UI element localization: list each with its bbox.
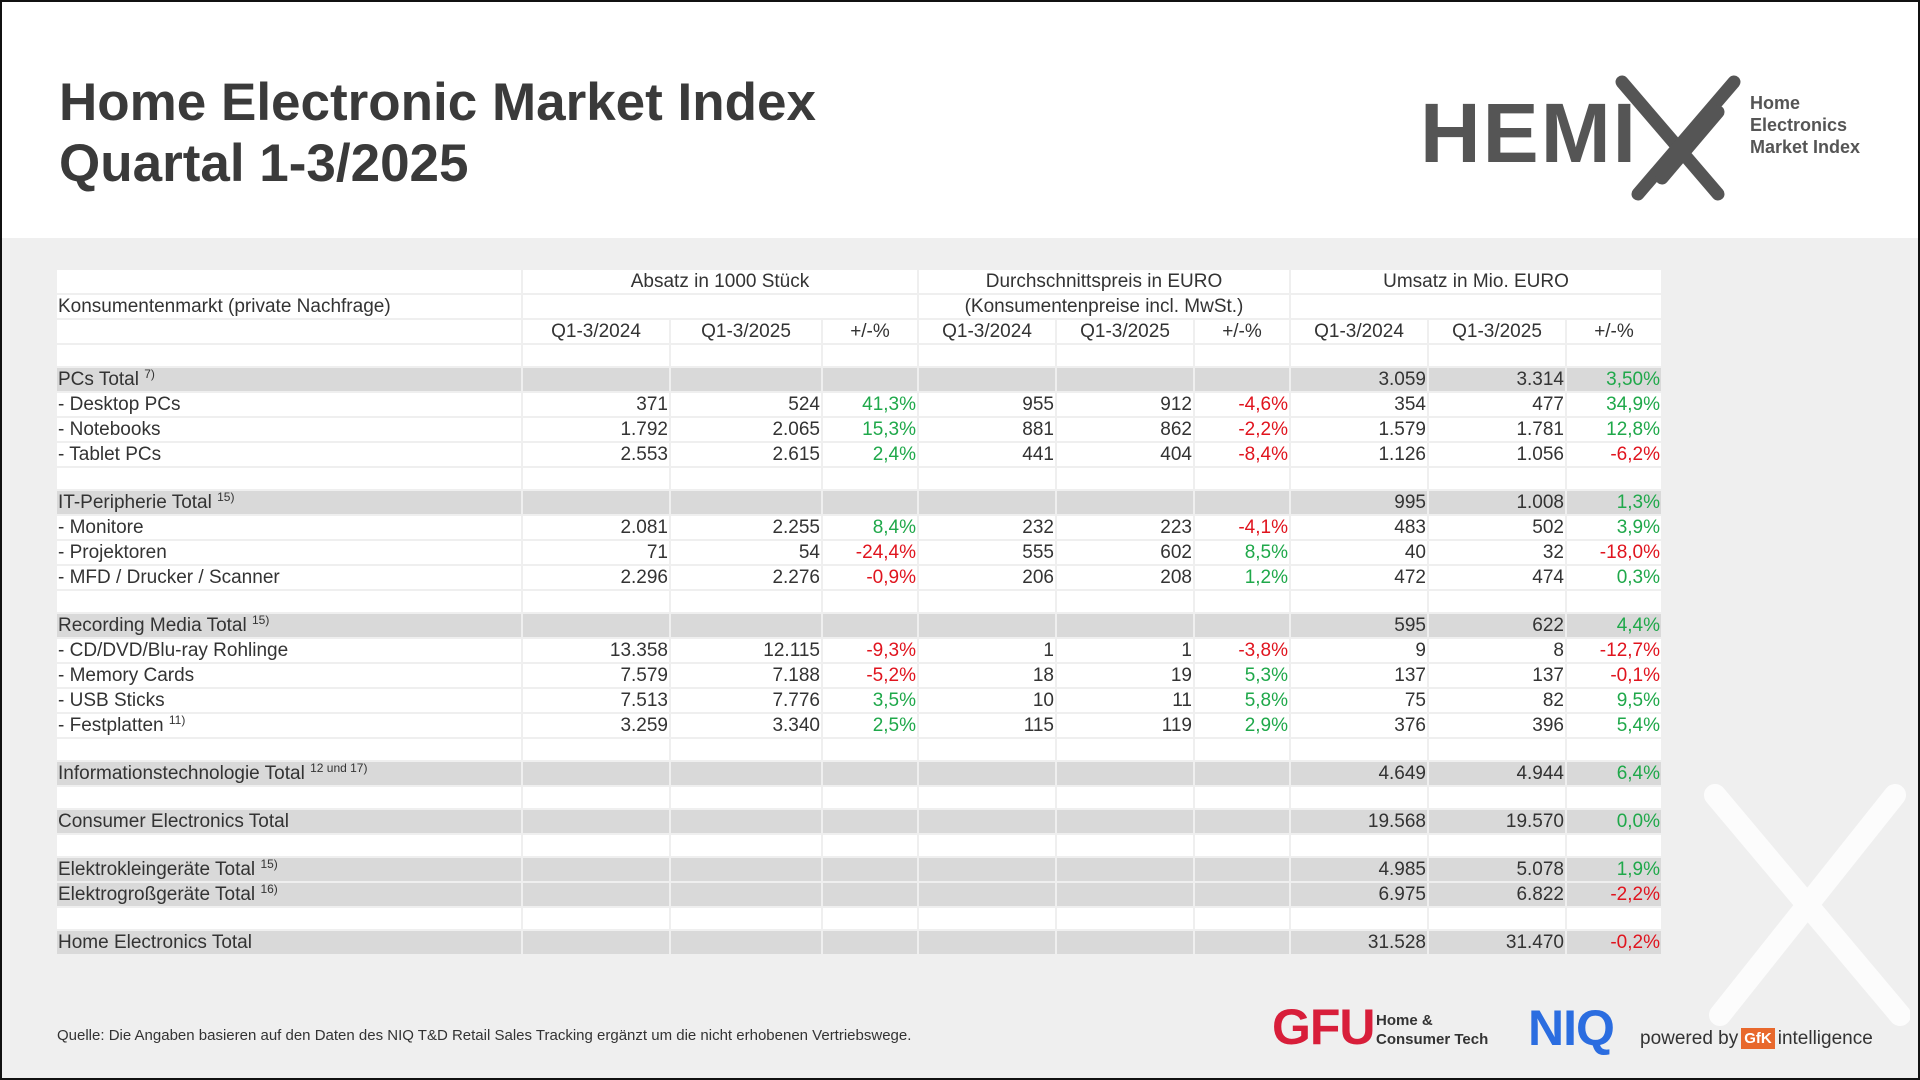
change-cell xyxy=(823,810,917,833)
gfu-logo-word: GFU xyxy=(1272,999,1375,1055)
change-cell: 3,5% xyxy=(823,689,917,712)
value-cell: 232 xyxy=(919,516,1055,539)
footnote-ref: 15) xyxy=(251,613,270,627)
value-cell: 354 xyxy=(1291,393,1427,416)
change-cell xyxy=(823,368,917,391)
value-cell xyxy=(1057,858,1193,881)
row-label-text: - Tablet PCs xyxy=(58,444,162,465)
value-cell xyxy=(1057,931,1193,954)
value-cell xyxy=(671,810,821,833)
value-cell xyxy=(919,858,1055,881)
group-header-row-1 xyxy=(57,270,1661,293)
value-cell xyxy=(671,368,821,391)
group-header-row-2 xyxy=(57,295,1661,318)
preis-header: Durchschnittspreis in EURO xyxy=(919,270,1289,293)
spacer-row xyxy=(57,345,1661,366)
spacer-row xyxy=(57,591,1661,612)
row-label xyxy=(57,689,521,712)
change-cell: -9,3% xyxy=(823,639,917,662)
row-label-text: - Monitore xyxy=(58,517,144,538)
row-label-text: Informationstechnologie Total xyxy=(58,763,305,784)
change-cell xyxy=(823,883,917,906)
row-label-text: - Notebooks xyxy=(58,419,161,440)
value-cell: 82 xyxy=(1429,689,1565,712)
change-cell: -4,6% xyxy=(1195,393,1289,416)
value-cell: 524 xyxy=(671,393,821,416)
powered-by-text: powered by xyxy=(1640,1028,1739,1049)
table-row xyxy=(57,443,1661,466)
change-cell: 9,5% xyxy=(1567,689,1661,712)
value-cell xyxy=(919,883,1055,906)
value-cell: 995 xyxy=(1291,491,1427,514)
value-cell: 881 xyxy=(919,418,1055,441)
logo-sub-line-2: Electronics xyxy=(1750,115,1848,135)
niq-logo: NIQ xyxy=(1528,1000,1614,1056)
value-cell: 555 xyxy=(919,541,1055,564)
change-cell: -4,1% xyxy=(1195,516,1289,539)
total-row xyxy=(57,810,1661,833)
total-row xyxy=(57,491,1661,514)
row-label-text: - Memory Cards xyxy=(58,665,195,686)
change-cell xyxy=(1195,931,1289,954)
change-cell: 0,3% xyxy=(1567,566,1661,589)
row-label xyxy=(57,516,521,539)
value-cell: 2.276 xyxy=(671,566,821,589)
row-label-text: PCs Total xyxy=(58,369,139,390)
col-header: +/-% xyxy=(823,320,917,343)
value-cell xyxy=(919,810,1055,833)
col-header: Q1-3/2024 xyxy=(1291,320,1427,343)
intelligence-text: intelligence xyxy=(1777,1028,1873,1049)
hemi-logo-word: HEMI xyxy=(1420,86,1638,180)
value-cell: 1 xyxy=(919,639,1055,662)
value-cell: 31.528 xyxy=(1291,931,1427,954)
change-cell: -24,4% xyxy=(823,541,917,564)
value-cell: 474 xyxy=(1429,566,1565,589)
value-cell: 2.553 xyxy=(523,443,669,466)
change-cell xyxy=(1195,883,1289,906)
change-cell: 1,9% xyxy=(1567,858,1661,881)
footnote-ref: 15) xyxy=(217,490,235,504)
logo-sub-line-3: Market Index xyxy=(1750,137,1861,157)
value-cell xyxy=(1057,614,1193,637)
market-header: Konsumentenmarkt (private Nachfrage) xyxy=(57,295,521,318)
change-cell: 12,8% xyxy=(1567,418,1661,441)
value-cell: 4.649 xyxy=(1291,762,1427,785)
column-header-row xyxy=(57,320,1661,343)
value-cell xyxy=(671,614,821,637)
col-header: Q1-3/2025 xyxy=(671,320,821,343)
umsatz-header: Umsatz in Mio. EURO xyxy=(1291,270,1661,293)
change-cell: 2,9% xyxy=(1195,714,1289,737)
value-cell xyxy=(1057,762,1193,785)
value-cell xyxy=(671,491,821,514)
row-label xyxy=(57,639,521,662)
col-header: Q1-3/2025 xyxy=(1057,320,1193,343)
value-cell xyxy=(523,614,669,637)
table-row xyxy=(57,689,1661,712)
total-row xyxy=(57,614,1661,637)
value-cell xyxy=(1057,883,1193,906)
value-cell: 8 xyxy=(1429,639,1565,662)
change-cell: 34,9% xyxy=(1567,393,1661,416)
change-cell: -2,2% xyxy=(1195,418,1289,441)
market-index-table xyxy=(55,268,1663,956)
row-label xyxy=(57,566,521,589)
hemi-logo-subtitle xyxy=(1750,92,1860,158)
total-row xyxy=(57,931,1661,954)
value-cell: 7.776 xyxy=(671,689,821,712)
change-cell: 4,4% xyxy=(1567,614,1661,637)
value-cell: 1.781 xyxy=(1429,418,1565,441)
row-label-text: - USB Sticks xyxy=(58,690,165,711)
change-cell: -0,2% xyxy=(1567,931,1661,954)
value-cell xyxy=(671,762,821,785)
table-row xyxy=(57,393,1661,416)
change-cell: -0,1% xyxy=(1567,664,1661,687)
value-cell: 1.008 xyxy=(1429,491,1565,514)
value-cell xyxy=(523,368,669,391)
gfu-logo-subtitle xyxy=(1376,1011,1488,1049)
value-cell: 396 xyxy=(1429,714,1565,737)
change-cell: -3,8% xyxy=(1195,639,1289,662)
value-cell xyxy=(919,614,1055,637)
row-label xyxy=(57,762,521,785)
value-cell: 862 xyxy=(1057,418,1193,441)
value-cell xyxy=(671,931,821,954)
change-cell: 5,8% xyxy=(1195,689,1289,712)
value-cell xyxy=(1057,368,1193,391)
value-cell: 4.944 xyxy=(1429,762,1565,785)
spacer-row xyxy=(57,787,1661,808)
change-cell: -8,4% xyxy=(1195,443,1289,466)
row-label xyxy=(57,883,521,906)
value-cell: 3.259 xyxy=(523,714,669,737)
value-cell: 912 xyxy=(1057,393,1193,416)
value-cell: 1.056 xyxy=(1429,443,1565,466)
change-cell xyxy=(1195,368,1289,391)
hemi-logo xyxy=(1420,70,1880,210)
row-label-text: - MFD / Drucker / Scanner xyxy=(58,567,280,588)
value-cell: 18 xyxy=(919,664,1055,687)
value-cell: 75 xyxy=(1291,689,1427,712)
value-cell: 2.065 xyxy=(671,418,821,441)
change-cell: -12,7% xyxy=(1567,639,1661,662)
value-cell: 31.470 xyxy=(1429,931,1565,954)
value-cell: 7.188 xyxy=(671,664,821,687)
change-cell xyxy=(823,614,917,637)
row-label-text: Elektrokleingeräte Total xyxy=(58,859,256,880)
footnote-ref: 15) xyxy=(260,857,278,871)
value-cell: 13.358 xyxy=(523,639,669,662)
spacer-row xyxy=(57,739,1661,760)
table-row xyxy=(57,639,1661,662)
value-cell: 2.296 xyxy=(523,566,669,589)
change-cell: 8,5% xyxy=(1195,541,1289,564)
row-label xyxy=(57,664,521,687)
hemi-x-icon xyxy=(1612,72,1744,204)
spacer-row xyxy=(57,908,1661,929)
title-line-1: Home Electronic Market Index xyxy=(59,73,816,132)
change-cell: 3,9% xyxy=(1567,516,1661,539)
source-footnote: Quelle: Die Angaben basieren auf den Daten des NIQ T&D Retail Sales Tracking ergänzt um die nicht erhobenen Vertriebswege. xyxy=(57,1027,912,1044)
gfk-logo: GfK xyxy=(1741,1028,1775,1049)
value-cell: 2.081 xyxy=(523,516,669,539)
value-cell: 137 xyxy=(1291,664,1427,687)
row-label-text: Elektrogroßgeräte Total xyxy=(58,884,256,905)
preis-header-sub: (Konsumentenpreise incl. MwSt.) xyxy=(919,295,1289,318)
row-label xyxy=(57,443,521,466)
logo-sub-line-1: Home xyxy=(1750,93,1801,113)
value-cell xyxy=(919,368,1055,391)
change-cell xyxy=(823,762,917,785)
value-cell: 3.059 xyxy=(1291,368,1427,391)
value-cell: 441 xyxy=(919,443,1055,466)
row-label-text: Home Electronics Total xyxy=(58,932,252,953)
change-cell: 15,3% xyxy=(823,418,917,441)
change-cell xyxy=(1195,858,1289,881)
row-label xyxy=(57,614,521,637)
value-cell: 32 xyxy=(1429,541,1565,564)
change-cell xyxy=(823,931,917,954)
value-cell: 208 xyxy=(1057,566,1193,589)
value-cell: 477 xyxy=(1429,393,1565,416)
row-label xyxy=(57,810,521,833)
change-cell: 2,4% xyxy=(823,443,917,466)
change-cell: 1,3% xyxy=(1567,491,1661,514)
value-cell: 7.579 xyxy=(523,664,669,687)
row-label xyxy=(57,714,521,737)
value-cell: 3.340 xyxy=(671,714,821,737)
value-cell xyxy=(671,858,821,881)
value-cell xyxy=(1057,810,1193,833)
title-line-2: Quartal 1-3/2025 xyxy=(59,134,469,193)
powered-by-gfk xyxy=(1640,1028,1873,1050)
change-cell: -6,2% xyxy=(1567,443,1661,466)
value-cell: 4.985 xyxy=(1291,858,1427,881)
change-cell: -5,2% xyxy=(823,664,917,687)
row-label xyxy=(57,368,521,391)
change-cell: 8,4% xyxy=(823,516,917,539)
value-cell: 137 xyxy=(1429,664,1565,687)
value-cell: 483 xyxy=(1291,516,1427,539)
background-x-watermark-icon xyxy=(1700,780,1910,1030)
value-cell: 472 xyxy=(1291,566,1427,589)
total-row xyxy=(57,368,1661,391)
value-cell xyxy=(1057,491,1193,514)
value-cell: 6.822 xyxy=(1429,883,1565,906)
absatz-header: Absatz in 1000 Stück xyxy=(523,270,917,293)
table-row xyxy=(57,714,1661,737)
value-cell: 2.615 xyxy=(671,443,821,466)
change-cell: 5,4% xyxy=(1567,714,1661,737)
row-label-text: - Projektoren xyxy=(58,542,167,563)
change-cell: -2,2% xyxy=(1567,883,1661,906)
value-cell xyxy=(523,491,669,514)
total-row xyxy=(57,858,1661,881)
value-cell: 119 xyxy=(1057,714,1193,737)
value-cell: 9 xyxy=(1291,639,1427,662)
row-label xyxy=(57,931,521,954)
value-cell: 2.255 xyxy=(671,516,821,539)
change-cell: -18,0% xyxy=(1567,541,1661,564)
header xyxy=(2,2,1918,238)
table-row xyxy=(57,541,1661,564)
table-row xyxy=(57,664,1661,687)
row-label-text: - CD/DVD/Blu-ray Rohlinge xyxy=(58,640,289,661)
change-cell: 6,4% xyxy=(1567,762,1661,785)
change-cell: 3,50% xyxy=(1567,368,1661,391)
change-cell xyxy=(1195,810,1289,833)
value-cell xyxy=(523,931,669,954)
row-label-text: IT-Peripherie Total xyxy=(58,492,212,513)
row-label xyxy=(57,418,521,441)
value-cell: 19 xyxy=(1057,664,1193,687)
value-cell: 6.975 xyxy=(1291,883,1427,906)
value-cell: 206 xyxy=(919,566,1055,589)
table-row xyxy=(57,566,1661,589)
row-label xyxy=(57,541,521,564)
spacer-row xyxy=(57,835,1661,856)
value-cell: 10 xyxy=(919,689,1055,712)
total-row xyxy=(57,762,1661,785)
value-cell xyxy=(671,883,821,906)
value-cell: 1.126 xyxy=(1291,443,1427,466)
value-cell: 602 xyxy=(1057,541,1193,564)
value-cell: 11 xyxy=(1057,689,1193,712)
row-label-text: Recording Media Total xyxy=(58,615,247,636)
col-header: Q1-3/2025 xyxy=(1429,320,1565,343)
value-cell: 19.568 xyxy=(1291,810,1427,833)
table-row xyxy=(57,516,1661,539)
row-label xyxy=(57,393,521,416)
table-row xyxy=(57,418,1661,441)
value-cell: 3.314 xyxy=(1429,368,1565,391)
footnote-ref: 7) xyxy=(144,367,155,381)
change-cell: 2,5% xyxy=(823,714,917,737)
change-cell xyxy=(1195,614,1289,637)
row-label xyxy=(57,858,521,881)
value-cell xyxy=(523,883,669,906)
value-cell xyxy=(523,810,669,833)
change-cell xyxy=(823,491,917,514)
col-header: +/-% xyxy=(1195,320,1289,343)
value-cell: 404 xyxy=(1057,443,1193,466)
value-cell: 54 xyxy=(671,541,821,564)
row-label-text: - Festplatten xyxy=(58,715,164,736)
value-cell: 7.513 xyxy=(523,689,669,712)
change-cell: 41,3% xyxy=(823,393,917,416)
value-cell xyxy=(523,762,669,785)
gfu-sub-line-2: Consumer Tech xyxy=(1376,1031,1489,1048)
spacer-row xyxy=(57,468,1661,489)
value-cell: 955 xyxy=(919,393,1055,416)
value-cell xyxy=(919,931,1055,954)
value-cell xyxy=(919,762,1055,785)
change-cell: 1,2% xyxy=(1195,566,1289,589)
change-cell: 5,3% xyxy=(1195,664,1289,687)
value-cell: 19.570 xyxy=(1429,810,1565,833)
page-title xyxy=(59,72,816,194)
value-cell: 12.115 xyxy=(671,639,821,662)
footnote-ref: 12 und 17) xyxy=(310,761,368,775)
footnote-ref: 11) xyxy=(168,713,186,727)
value-cell: 595 xyxy=(1291,614,1427,637)
col-header: Q1-3/2024 xyxy=(523,320,669,343)
value-cell: 1.579 xyxy=(1291,418,1427,441)
value-cell: 71 xyxy=(523,541,669,564)
value-cell: 223 xyxy=(1057,516,1193,539)
value-cell: 376 xyxy=(1291,714,1427,737)
row-label xyxy=(57,491,521,514)
row-label-text: - Desktop PCs xyxy=(58,394,181,415)
footnote-ref: 16) xyxy=(260,882,278,896)
value-cell: 5.078 xyxy=(1429,858,1565,881)
change-cell xyxy=(823,858,917,881)
value-cell: 1 xyxy=(1057,639,1193,662)
col-header: +/-% xyxy=(1567,320,1661,343)
value-cell: 1.792 xyxy=(523,418,669,441)
value-cell: 115 xyxy=(919,714,1055,737)
value-cell: 622 xyxy=(1429,614,1565,637)
value-cell: 371 xyxy=(523,393,669,416)
change-cell xyxy=(1195,491,1289,514)
total-row xyxy=(57,883,1661,906)
col-header: Q1-3/2024 xyxy=(919,320,1055,343)
value-cell xyxy=(919,491,1055,514)
change-cell xyxy=(1195,762,1289,785)
value-cell: 40 xyxy=(1291,541,1427,564)
row-label-text: Consumer Electronics Total xyxy=(58,811,289,832)
value-cell: 502 xyxy=(1429,516,1565,539)
change-cell: 0,0% xyxy=(1567,810,1661,833)
change-cell: -0,9% xyxy=(823,566,917,589)
gfu-sub-line-1: Home & xyxy=(1376,1012,1433,1029)
value-cell xyxy=(523,858,669,881)
